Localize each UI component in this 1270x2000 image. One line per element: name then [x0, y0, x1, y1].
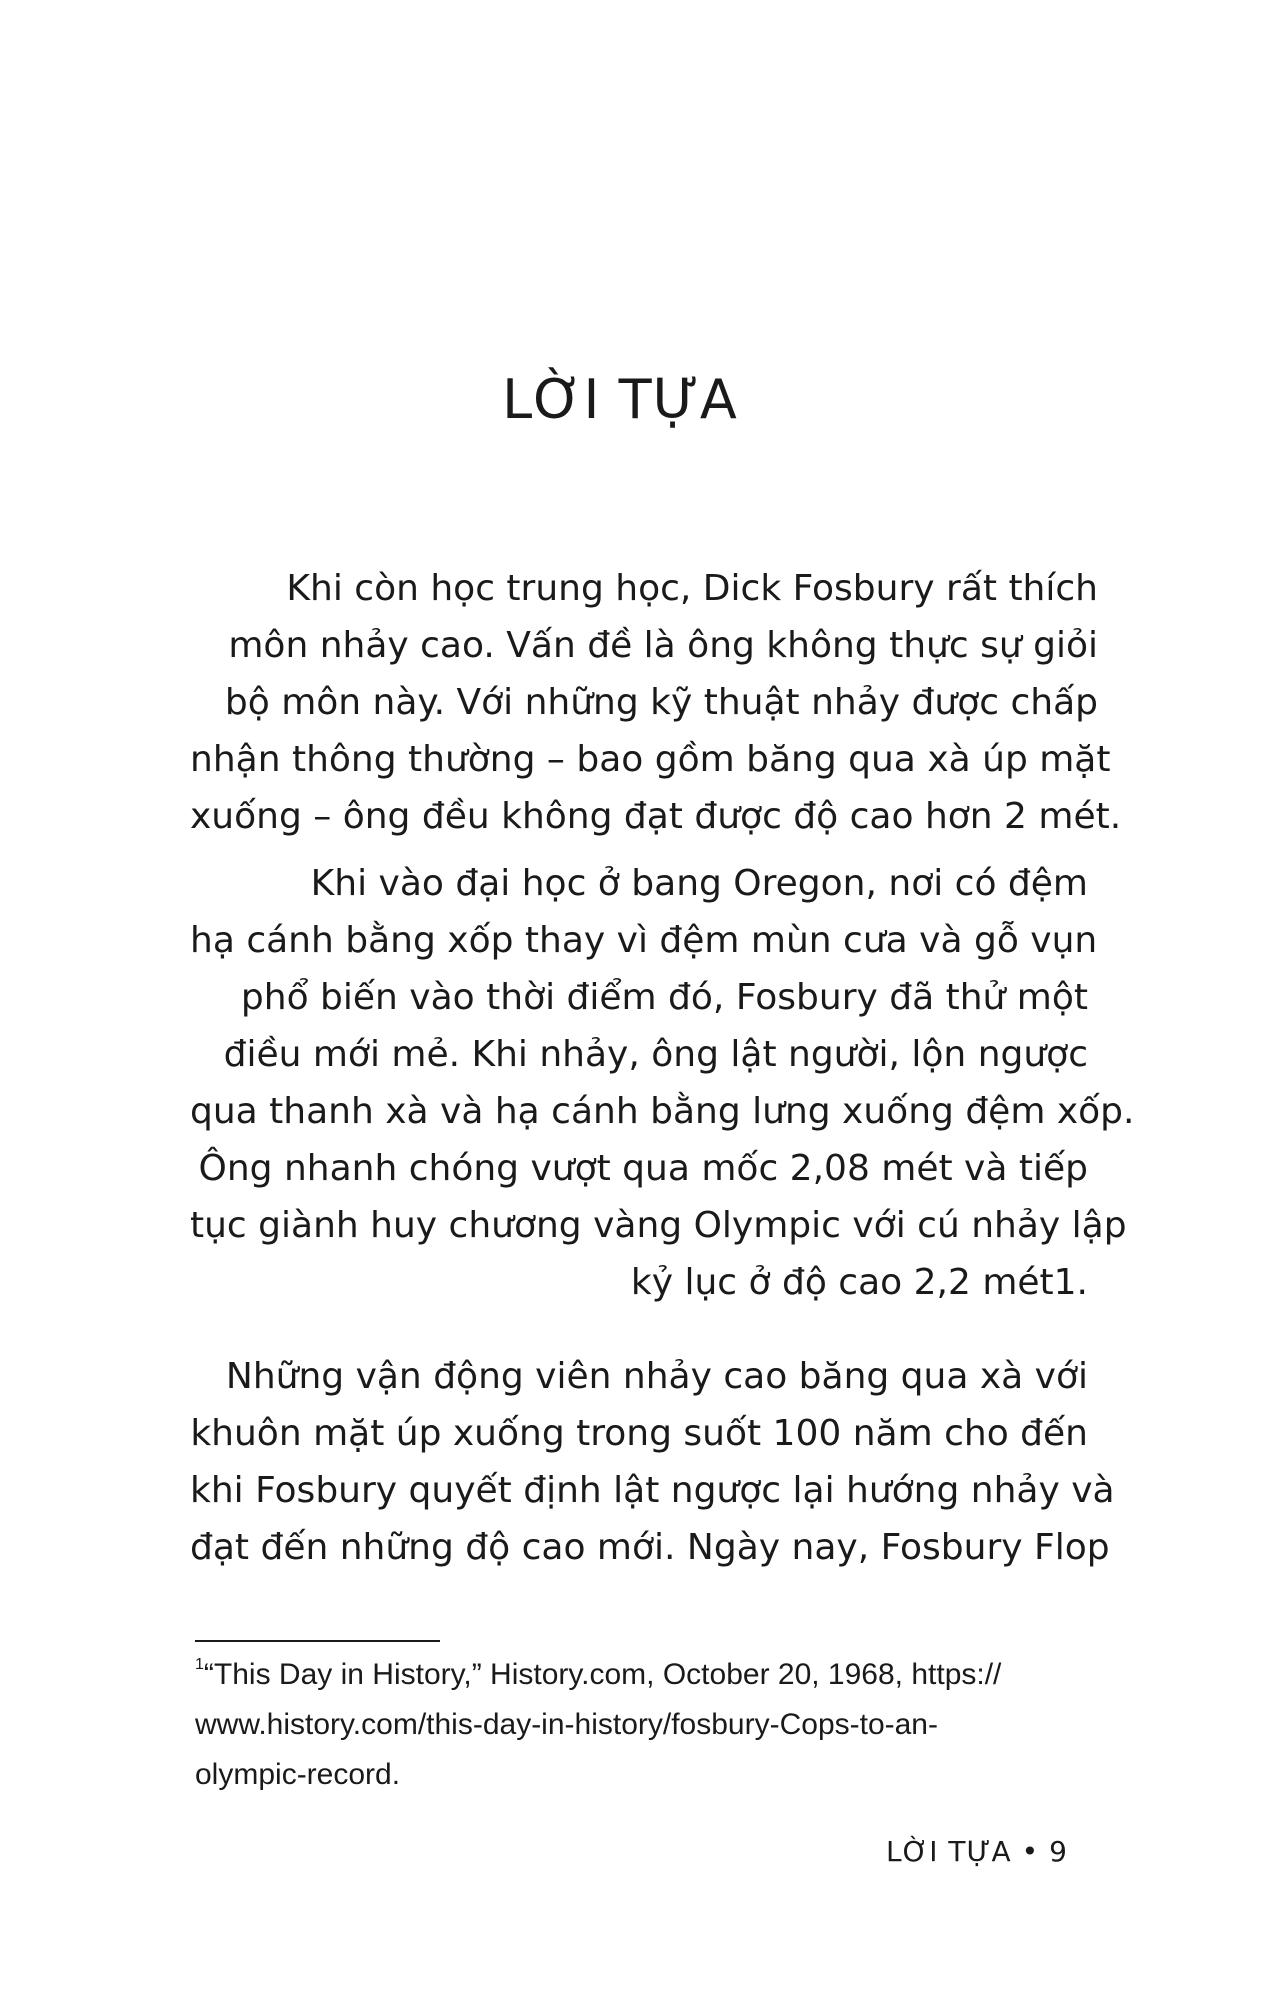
footnote-divider [195, 1640, 440, 1642]
footnote-line: olympic-record. [195, 1758, 401, 1791]
paragraph-line: Những vận động viên nhảy cao băng qua xà với [225, 1356, 1088, 1397]
paragraph-1 [190, 560, 1122, 845]
running-footer [886, 1835, 1068, 1868]
footnote-line: www.history.com/this-day-in-history/fosbury-Cops-to-an- [195, 1708, 938, 1741]
paragraph-line: kỷ lục ở độ cao 2,2 mét1. [630, 1262, 1088, 1303]
footer-section-title: LỜI TỰA [886, 1835, 1012, 1868]
paragraph-line: tục giành huy chương vàng Olympic với cú nhảy lập [190, 1205, 1127, 1246]
paragraph-line: khuôn mặt úp xuống trong suốt 100 năm cho đến [190, 1413, 1088, 1454]
footnote-marker: 1 [195, 1656, 204, 1673]
footnote [195, 1650, 1095, 1800]
paragraph-line: Khi vào đại học ở bang Oregon, nơi có đệm [310, 863, 1088, 904]
paragraph-line: Ông nhanh chóng vượt qua mốc 2,08 mét và tiếp [198, 1148, 1088, 1189]
paragraph-2 [190, 855, 1135, 1311]
paragraph-line: qua thanh xà và hạ cánh bằng lưng xuống đệm xốp. [190, 1091, 1135, 1132]
footnote-line [195, 1650, 1095, 1700]
paragraph-line: đạt đến những độ cao mới. Ngày nay, Fosbury Flop [190, 1527, 1110, 1568]
page-number: 9 [1049, 1835, 1068, 1868]
paragraph-line: Khi còn học trung học, Dick Fosbury rất thích [286, 568, 1098, 609]
footer-separator: • [1021, 1835, 1040, 1868]
paragraph-line: xuống – ông đều không đạt được độ cao hơn 2 mét. [190, 796, 1122, 837]
chapter-title: LỜI TỰA [502, 368, 738, 431]
paragraph-line: khi Fosbury quyết định lật ngược lại hướng nhảy và [190, 1470, 1115, 1511]
paragraph-line: hạ cánh bằng xốp thay vì đệm mùn cưa và gỗ vụn [190, 920, 1098, 961]
paragraph-line: phổ biến vào thời điểm đó, Fosbury đã thử một [240, 977, 1088, 1018]
paragraph-line: điều mới mẻ. Khi nhảy, ông lật người, lộn ngược [223, 1034, 1088, 1075]
paragraph-3 [190, 1348, 1115, 1576]
paragraph-line: bộ môn này. Với những kỹ thuật nhảy được chấp [224, 682, 1098, 723]
paragraph-line: môn nhảy cao. Vấn đề là ông không thực sự giỏi [228, 625, 1098, 666]
footnote-text: “This Day in History,” History.com, October 20, 1968, https:// [203, 1658, 1002, 1691]
paragraph-line: nhận thông thường – bao gồm băng qua xà úp mặt [190, 739, 1111, 780]
